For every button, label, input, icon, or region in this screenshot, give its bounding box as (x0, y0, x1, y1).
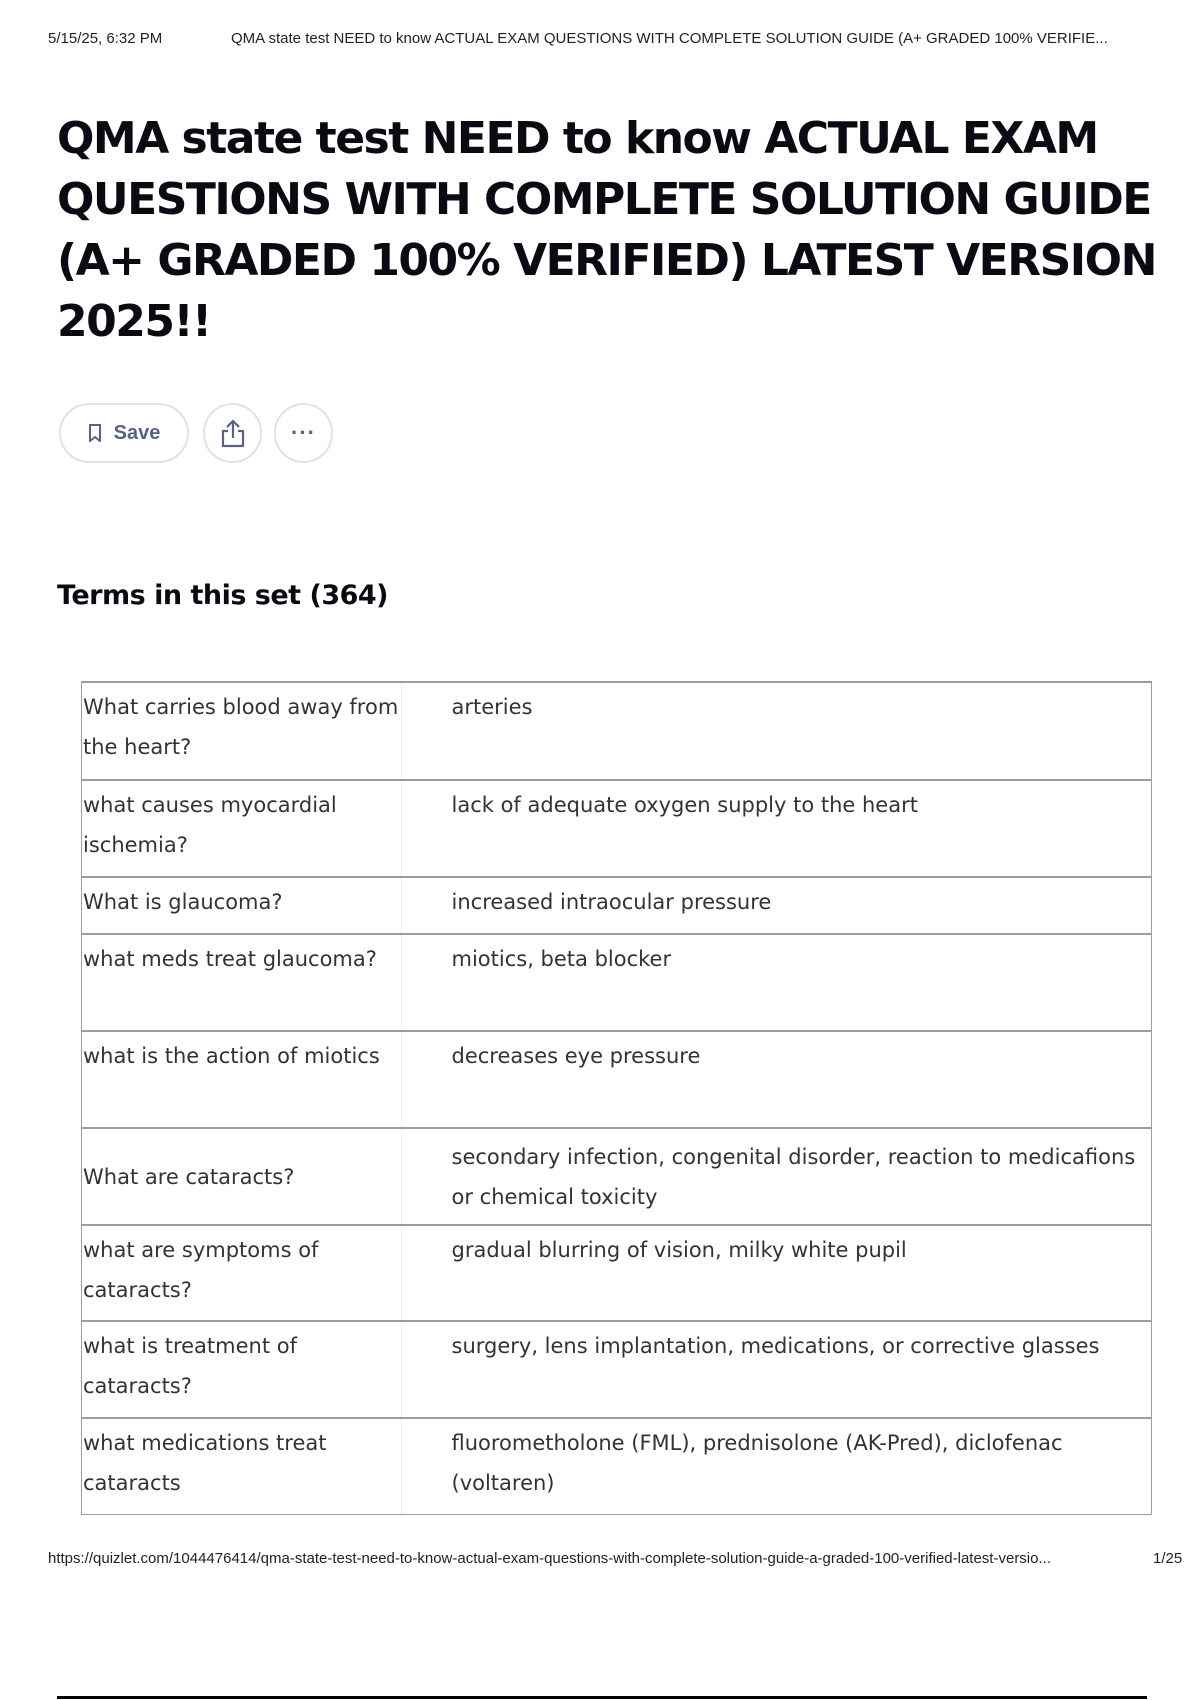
page-title: QMA state test NEED to know ACTUAL EXAM QUESTIONS WITH COMPLETE SOLUTION GUIDE (A+ GRADED 100% VERIFIED) LATEST VERSION 2025!! (57, 113, 1156, 347)
table-row (81, 682, 1152, 780)
term: what is treatment of cataracts? (81, 1321, 401, 1418)
table-row (81, 934, 1152, 1031)
more-options-button[interactable] (274, 403, 333, 463)
more-icon: ··· (291, 420, 316, 445)
table-row (81, 1225, 1152, 1321)
terms-heading: Terms in this set (364) (57, 580, 389, 611)
definition: miotics, beta blocker (401, 934, 1152, 1031)
definition: secondary infection, congenital disorder, reaction to medicafions or chemical toxicity (401, 1128, 1152, 1225)
definition: decreases eye pressure (401, 1031, 1152, 1128)
save-button[interactable] (59, 403, 189, 463)
print-url: https://quizlet.com/1044476414/qma-state-test-need-to-know-actual-exam-questions-with-complete-solution-guide-a-graded-100-verified-latest-versio... (48, 1550, 1051, 1567)
table-row (81, 1321, 1152, 1418)
definition: lack of adequate oxygen supply to the heart (401, 780, 1152, 877)
table-row (81, 1418, 1152, 1516)
definition: increased intraocular pressure (401, 877, 1152, 934)
term: What are cataracts? (81, 1128, 401, 1225)
table-row (81, 1128, 1152, 1225)
definition: arteries (401, 682, 1152, 780)
bookmark-icon (88, 424, 102, 442)
share-icon (220, 418, 246, 448)
print-datetime: 5/15/25, 6:32 PM (48, 30, 163, 47)
term: What is glaucoma? (81, 877, 401, 934)
terms-table (81, 681, 1152, 1516)
divider (57, 1696, 1147, 1699)
term: What carries blood away from the heart? (81, 682, 401, 780)
print-doc-title: QMA state test NEED to know ACTUAL EXAM QUESTIONS WITH COMPLETE SOLUTION GUIDE (A+ GRADED 100% VERIFIE... (231, 30, 1108, 47)
table-row (81, 877, 1152, 934)
term: what is the action of miotics (81, 1031, 401, 1128)
definition: fluorometholone (FML), prednisolone (AK-Pred), diclofenac (voltaren) (401, 1418, 1152, 1516)
term: what meds treat glaucoma? (81, 934, 401, 1031)
term: what medications treat cataracts (81, 1418, 401, 1516)
table-row (81, 1031, 1152, 1128)
term: what causes myocardial ischemia? (81, 780, 401, 877)
term: what are symptoms of cataracts? (81, 1225, 401, 1321)
page-number: 1/25 (1153, 1550, 1183, 1567)
definition: gradual blurring of vision, milky white pupil (401, 1225, 1152, 1321)
table-row (81, 780, 1152, 877)
definition: surgery, lens implantation, medications, or corrective glasses (401, 1321, 1152, 1418)
save-label: Save (113, 421, 161, 444)
share-button[interactable] (203, 403, 262, 463)
